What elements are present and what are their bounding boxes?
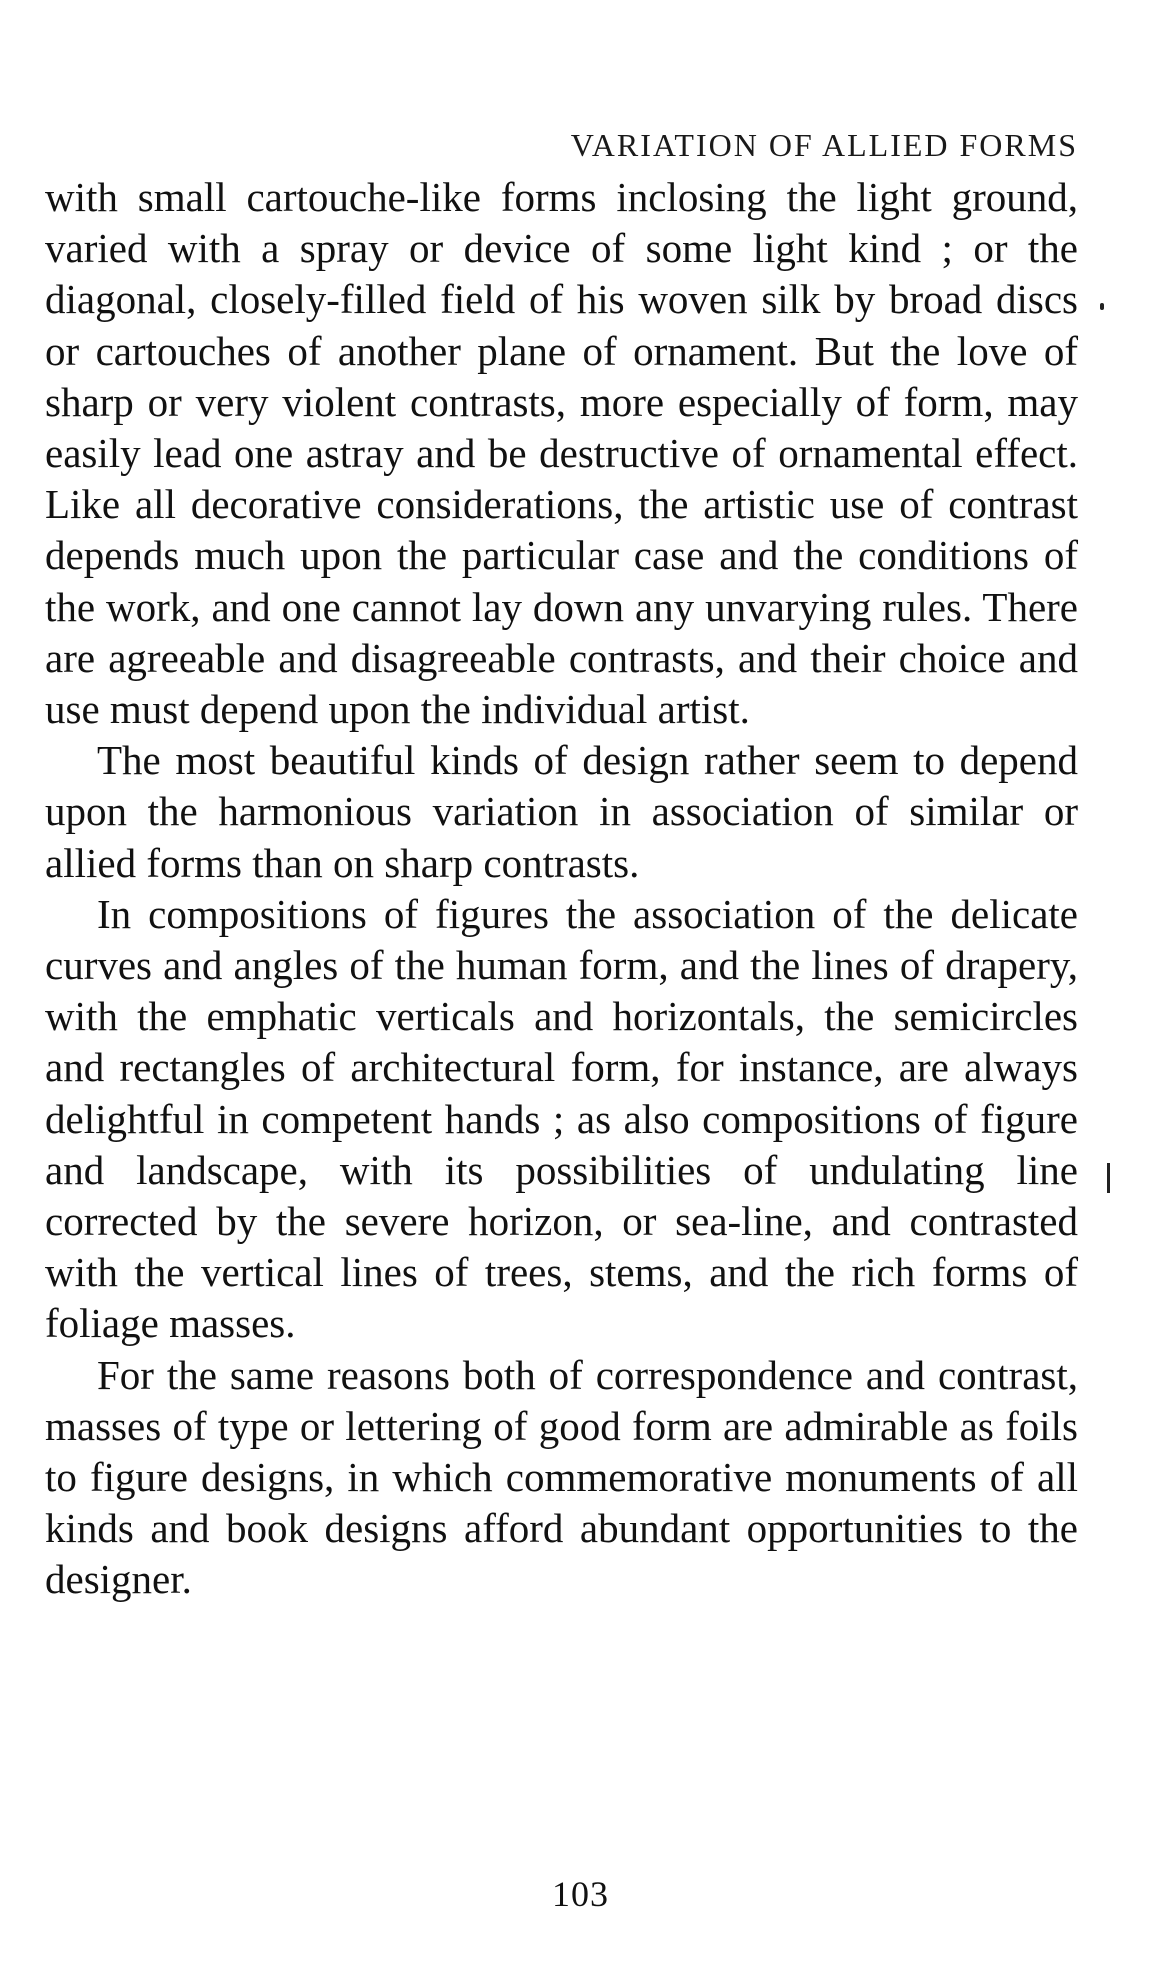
paragraph-design-variation: The most beautiful kinds of design rather seem to depend upon the harmonious variation in association of similar or allied forms than on sharp contrasts. — [45, 737, 1078, 886]
running-head: VARIATION OF ALLIED FORMS — [570, 127, 1078, 163]
margin-ink-mark — [1107, 1163, 1110, 1193]
paragraph-compositions-of-figures: In compositions of figures the association of the delicate curves and angles of the human form, and the lines of drapery, with the emphatic verticals and horizontals, the semicircles and rectangles of architectural form, for instance, are always delightful in competent hands ; as also compositions of figure and landscape, with its possibilities of undulating line corrected by the severe horizon, or sea-line, and contrasted with the vertical lines of trees, stems, and the rich forms of foliage masses. — [45, 890, 1078, 1347]
body-text — [45, 172, 1078, 1606]
paragraph-type-and-lettering: For the same reasons both of correspondence and contrast, masses of type or lettering of good form are admirable as foils to figure designs, in which commemorative monuments of all kinds and book designs afford abundant opportunities to the designer. — [45, 1351, 1078, 1603]
margin-ink-speck — [1100, 303, 1104, 310]
page-number: 103 — [552, 1874, 609, 1914]
paragraph-continuation: with small cartouche-like forms inclosing the light ground, varied with a spray or device of some light kind ; or the diagonal, closely-filled field of his woven silk by broad discs or cartouches of another plane of ornament. But the love of sharp or very violent contrasts, more especially of form, may easily lead one astray and be destructive of ornamental effect. Like all decorative considerations, the artistic use of contrast depends much upon the particular case and the conditions of the work, and one cannot lay down any unvarying rules. There are agreeable and disagreeable contrasts, and their choice and use must depend upon the individual artist. — [45, 174, 1078, 733]
